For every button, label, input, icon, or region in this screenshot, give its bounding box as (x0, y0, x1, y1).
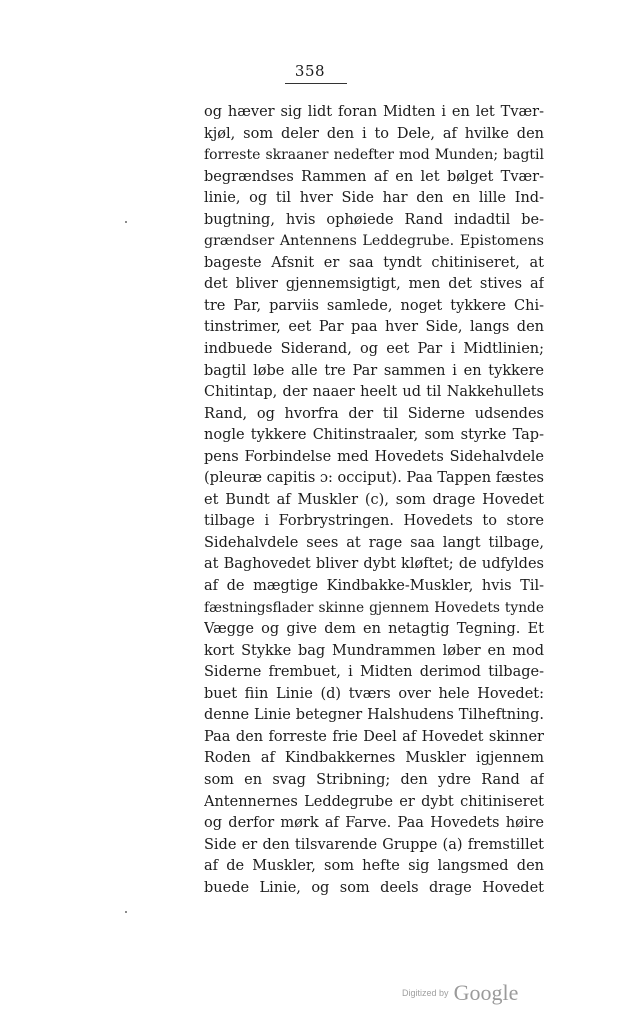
text-line: tilbage i Forbrystringen. Hovedets to store (204, 513, 544, 530)
text-line: nogle tykkere Chitinstraaler, som styrke Tap- (204, 427, 544, 444)
text-line: Roden af Kindbakkernes Muskler igjennem (204, 750, 544, 767)
text-line: bugtning, hvis ophøiede Rand indadtil be- (204, 211, 544, 228)
text-line: Siderne frembuet, i Midten derimod tilbage- (204, 664, 544, 681)
body-text (204, 102, 544, 899)
text-line: og derfor mørk af Farve. Paa Hovedets høire (204, 815, 544, 832)
text-line: linie, og til hver Side har den en lille Ind- (204, 190, 544, 207)
text-line: at Baghovedet bliver dybt kløftet; de udfyldes (204, 556, 544, 573)
text-line: bagtil løbe alle tre Par sammen i en tykkere (204, 362, 544, 379)
text-line: kort Stykke bag Mundrammen løber en mod (204, 642, 544, 659)
margin-mark (125, 221, 127, 223)
text-line: pens Forbindelse med Hovedets Sidehalvdele (204, 448, 544, 465)
text-line: Chitintap, der naaer heelt ud til Nakkehullets (204, 384, 544, 401)
text-line: buet fiin Linie (d) tværs over hele Hovedet: (204, 685, 544, 702)
text-line: Paa den forreste frie Deel af Hovedet skinner (204, 728, 544, 745)
text-line: et Bundt af Muskler (c), som drage Hovedet (204, 491, 544, 508)
text-line: (pleuræ capitis ɔ: occiput). Paa Tappen fæstes (204, 470, 544, 487)
text-line: som en svag Stribning; den ydre Rand af (204, 771, 544, 788)
page-number: 358 (294, 62, 326, 80)
text-line: Vægge og give dem en netagtig Tegning. Et (204, 621, 544, 638)
text-line: af de Muskler, som hefte sig langsmed den (204, 858, 544, 875)
text-line: det bliver gjennemsigtigt, men det stives af (204, 276, 544, 293)
page-number-rule (285, 83, 347, 84)
google-logo: Google (453, 980, 519, 1005)
text-line: buede Linie, og som deels drage Hovedet (204, 879, 544, 896)
text-line: bageste Afsnit er saa tyndt chitiniseret, at (204, 254, 544, 271)
text-line: og hæver sig lidt foran Midten i en let Tvær- (204, 104, 544, 120)
text-line: tre Par, parviis samlede, noget tykkere Chi- (204, 297, 544, 314)
text-line: Rand, og hvorfra der til Siderne udsendes (204, 405, 544, 422)
margin-mark (125, 911, 127, 913)
watermark-prefix: Digitized by (402, 988, 449, 998)
text-line: Side er den tilsvarende Gruppe (a) fremstillet (204, 836, 544, 853)
text-line: begrændses Rammen af en let bølget Tvær- (204, 168, 544, 185)
text-line: indbuede Siderand, og eet Par i Midtlinien; (204, 341, 544, 358)
text-line: tinstrimer, eet Par paa hver Side, langs den (204, 319, 544, 336)
text-line: denne Linie betegner Halshudens Tilheftning. (204, 707, 544, 724)
text-line: Antennernes Leddegrube er dybt chitiniseret (204, 793, 544, 810)
text-line: Sidehalvdele sees at rage saa langt tilbage, (204, 534, 544, 551)
text-line: af de mægtige Kindbakke-Muskler, hvis Til- (204, 578, 544, 595)
digitized-watermark (402, 980, 518, 1006)
text-line: grændser Antennens Leddegrube. Epistomens (204, 233, 544, 250)
text-line: fæstningsflader skinne gjennem Hovedets tynde (204, 599, 544, 616)
text-line: forreste skraaner nedefter mod Munden; bagtil (204, 147, 544, 164)
text-line: kjøl, som deler den i to Dele, af hvilke den (204, 125, 544, 142)
